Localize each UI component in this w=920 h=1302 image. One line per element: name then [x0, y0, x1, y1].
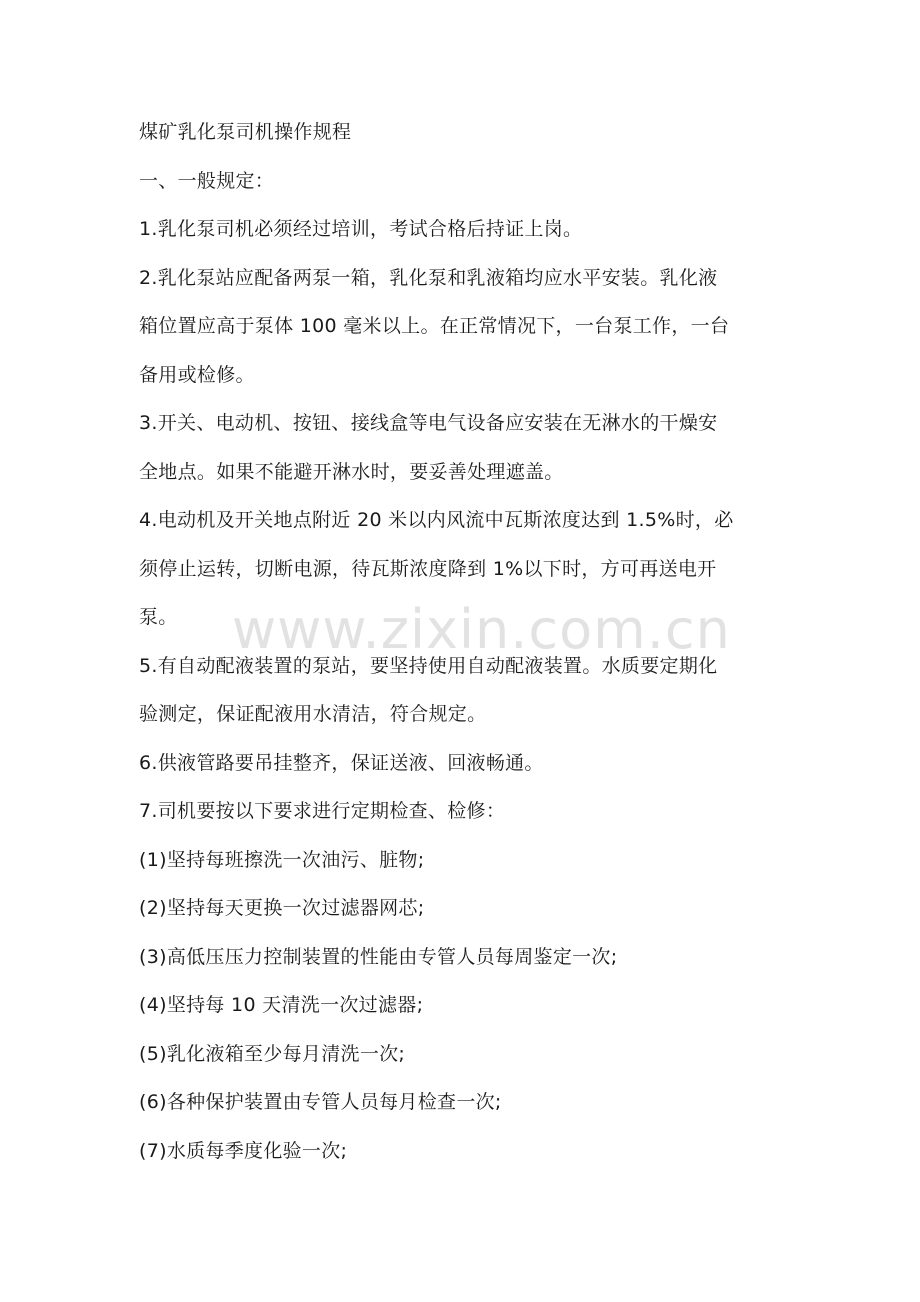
list-item: (5)乳化液箱至少每月清洗一次; — [139, 1042, 406, 1065]
list-item: (1)坚持每班擦洗一次油污、脏物; — [139, 848, 425, 871]
text-line: 4.电动机及开关地点附近 20 米以内风流中瓦斯浓度达到 1.5%时，必 — [139, 509, 734, 531]
document-body — [139, 108, 784, 1175]
list-item: (7)水质每季度化验一次; — [139, 1139, 348, 1162]
text-line: 3.开关、电动机、按钮、接线盒等电气设备应安装在无淋水的干燥安 — [139, 412, 718, 434]
section-heading: 一、一般规定： — [139, 169, 275, 192]
text-line: 7.司机要按以下要求进行定期检查、检修： — [139, 800, 506, 822]
list-item: (3)高低压压力控制装置的性能由专管人员每周鉴定一次; — [139, 945, 618, 968]
text-line: 全地点。如果不能避开淋水时，要妥善处理遮盖。 — [139, 460, 564, 483]
text-line: 2.乳化泵站应配备两泵一箱，乳化泵和乳液箱均应水平安装。乳化液 — [139, 266, 718, 289]
text-line: 须停止运转，切断电源，待瓦斯浓度降到 1%以下时，方可再送电开 — [139, 557, 717, 580]
text-line: 泵。 — [139, 606, 178, 628]
text-line: 备用或检修。 — [139, 363, 255, 386]
list-item: (6)各种保护装置由专管人员每月检查一次; — [139, 1091, 502, 1113]
list-item: (2)坚持每天更换一次过滤器网芯; — [139, 897, 425, 919]
text-line: 1.乳化泵司机必须经过培训，考试合格后持证上岗。 — [139, 218, 583, 240]
list-item: (4)坚持每 10 天清洗一次过滤器; — [139, 994, 424, 1016]
text-line: 验测定，保证配液用水清洁，符合规定。 — [139, 703, 487, 725]
text-line: 箱位置应高于泵体 100 毫米以上。在正常情况下，一台泵工作，一台 — [139, 315, 730, 337]
text-line: 5.有自动配液装置的泵站，要坚持使用自动配液装置。水质要定期化 — [139, 654, 718, 677]
watermark: www.zixin.com.cn — [232, 598, 731, 661]
text-line: 6.供液管路要吊挂整齐，保证送液、回液畅通。 — [139, 751, 544, 774]
document-title: 煤矿乳化泵司机操作规程 — [139, 121, 352, 143]
